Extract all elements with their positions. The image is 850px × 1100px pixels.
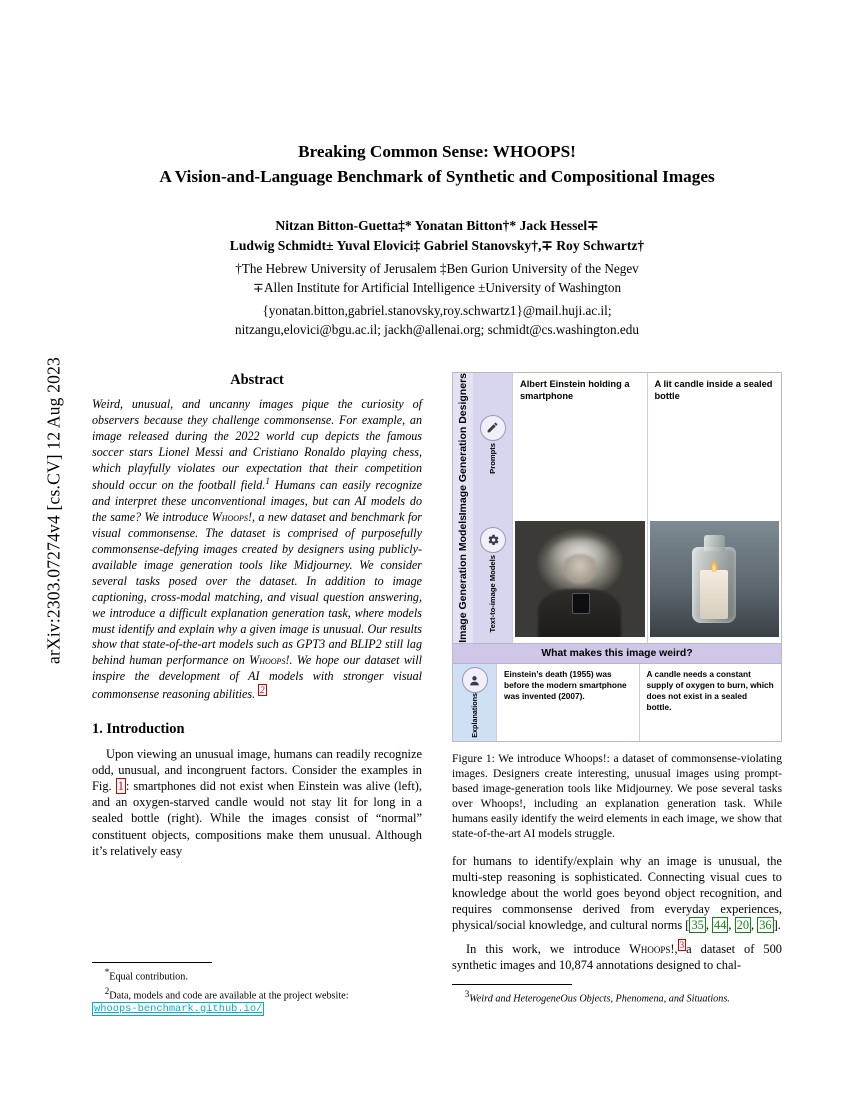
whoops-name-2: Whoops — [249, 653, 286, 668]
paper-page — [92, 0, 782, 1100]
abstract-footnote-2: 2 — [260, 685, 265, 696]
footnote-acronym-h: Heterogene — [513, 993, 561, 1005]
einstein-face — [563, 554, 597, 584]
title-block — [92, 0, 782, 190]
arxiv-stamp: arXiv:2303.07274v4 [cs.CV] 12 Aug 2023 — [43, 356, 64, 665]
two-column-body — [92, 372, 782, 1100]
prompts-rail-label: Prompts — [488, 442, 497, 474]
footnote-acronym-w: Weird — [469, 993, 493, 1005]
prompts-icon-cell — [473, 373, 513, 515]
author-row-1: Nitzan Bitton-Guetta‡* Yonatan Bitton†* Jack Hessel∓ — [275, 217, 599, 233]
affiliation-line-2: ∓Allen Institute for Artificial Intelligence ±University of Washington — [252, 279, 622, 295]
intro-paragraph-2 — [452, 940, 782, 973]
citation-44[interactable]: 44 — [714, 918, 727, 933]
footnote-data-availability — [92, 986, 422, 1016]
project-website-link[interactable]: whoops-benchmark.github.io/ — [94, 1003, 263, 1015]
prompt-right: A lit candle inside a sealed bottle — [654, 379, 773, 401]
figure-caption-text: We introduce Whoops!: a dataset of commonsense-violating images. Designers create interesting, unusual images using prompt-based image-generation tools like Midjourney. We pose several tasks over Whoops!, including an explanation generation task. While humans easily identify the weird elements in each image, we show that state-of-the-art AI models struggle. — [452, 751, 782, 841]
affiliations — [92, 259, 782, 297]
footnote-acronym-rest: us Objects, Phenomena, and Situations. — [567, 993, 730, 1005]
rail-designers-label: Image Generation Designers — [457, 373, 469, 516]
left-footnotes — [92, 962, 422, 1018]
email-line-2: nitzangu,elovici@bgu.ac.il; jackh@allenai.org; schmidt@cs.washington.edu — [235, 322, 639, 338]
footnote-text-2: Data, models and code are available at the project website: — [109, 990, 349, 1002]
abstract-part-2: Humans can easily recognize and interpret these unconventional images, but can AI models do the same? We introduce — [92, 478, 422, 525]
footnote-marker-2: 2 — [104, 985, 110, 996]
figure-caption — [452, 751, 782, 841]
intro-part-b: : smartphones did not exist when Einstein was alive (left), and an oxygen-starved candle would not stay lit for long in a sealed bottle (right). While the images consist of “normal” constituent objects, compositions make them unusual. Although it’s relatively easy — [92, 779, 422, 858]
citation-35[interactable]: 35 — [691, 918, 704, 933]
explanations-icon-cell — [453, 664, 497, 741]
right-footnotes — [452, 984, 782, 1008]
footnote-text-1: Equal contribution. — [109, 971, 188, 983]
intro-p2-part-a: In this work, we introduce — [466, 941, 621, 956]
footnote-divider-right — [452, 984, 572, 985]
right-column — [452, 372, 782, 1100]
intro-p2-part-c: a dataset of 500 synthetic images and 10,874 annotations designed to chal- — [452, 941, 782, 972]
pencil-icon — [480, 415, 506, 441]
figure-frame — [452, 372, 782, 742]
left-column — [92, 372, 422, 1100]
explanation-right: A candle needs a constant supply of oxygen to burn, which does not exist in a sealed bottle. — [646, 669, 774, 712]
abstract-text — [92, 397, 422, 703]
figure-1 — [452, 372, 782, 841]
author-row-2: Ludwig Schmidt± Yuval Elovici‡ Gabriel Stanovsky†,∓ Roy Schwartz† — [229, 238, 645, 254]
intro-heading: 1. Introduction — [92, 720, 185, 737]
intro-part-c: for humans to identify/explain why an image is unusual, the multi-step reasoning is sophisticated. Connecting visual cues to knowledge about the world goes beyond object recognition, and requires commonsense derived from everyday experiences, physical/social knowledge, and cultural norms — [452, 853, 782, 933]
abstract-part-3: !, a new dataset and benchmark for visual commonsense. The dataset is comprised of purposefully commonsense-defying images created by designers using publicly-available image generation tools like Midjourney. We consider several tasks posed over the dataset. In addition to image captioning, cross-modal matching, and visual question answering, we introduce a difficult explanation generation task, where models must identify and explain why a given image is unusual. Our results show that state-of-the-art models such as GPT3 and BLIP2 still lag behind human performance on — [92, 510, 423, 668]
footnote-acronym — [452, 989, 782, 1006]
paper-title-line-2: A Vision-and-Language Benchmark of Synthetic and Compositional Images — [159, 166, 715, 186]
affiliation-line-1: †The Hebrew University of Jerusalem ‡Ben Gurion University of the Negev — [235, 260, 639, 276]
emails — [92, 301, 782, 339]
footnote-marker-star: * — [104, 966, 110, 977]
intro-paragraph-1-continued: for humans to identify/explain why an image is unusual, the multi-step reasoning is sophisticated. Connecting visual cues to knowledge about the world goes beyond object recognition, and requires commonsense derived from everyday experiences, physical/social knowledge, and cultural norms [ 35 , 44 , 20 , 36 ]. — [452, 853, 782, 933]
footnote-acronym-o: O — [560, 993, 568, 1005]
rail-image-generation-designers — [453, 373, 473, 515]
figure-1-reference[interactable]: 1 — [117, 779, 124, 794]
figure-prompts-row — [453, 373, 781, 515]
footnote-divider — [92, 962, 212, 963]
whoops-name-3: Whoops — [629, 941, 671, 956]
text-to-image-rail-label: Text-to-image Models — [488, 554, 497, 633]
abstract-footnote-1: 1 — [265, 476, 270, 487]
generated-image-right — [648, 515, 782, 643]
figure-banner: What makes this image weird? — [453, 643, 781, 664]
rail-designers-label-2: Image Generation Models — [457, 515, 469, 644]
explanations-rail-label: Explanations — [470, 693, 479, 738]
intro-p2-part-b: !, — [670, 941, 678, 956]
models-icon-cell — [473, 515, 513, 643]
footnote-marker-3: 3 — [464, 988, 470, 999]
prompt-left: Albert Einstein holding a smartphone — [513, 373, 648, 515]
footnote-acronym-and: and — [495, 993, 511, 1005]
intro-part-a: Upon viewing an unusual image, humans can readily recognize odd, unusual, and incongruent factors. Consider the examples in Fig. — [92, 746, 422, 794]
intro-paragraph-1 — [92, 746, 422, 859]
abstract-part-1: Weird, unusual, and uncanny images pique the curiosity of observers because they challenge commonsense. For example, an image released during the 2022 world cup depicts the famous soccer stars Lionel Messi and Cristiano Ronaldo playing chess, which playfully violates our expectation that their competition should occur on the football field. — [92, 397, 422, 493]
footnote-equal-contribution — [92, 967, 422, 984]
abstract-heading: Abstract — [230, 372, 284, 388]
gear-icon — [480, 527, 506, 553]
abstract-part-4: !. We hope our dataset will inspire the development of AI models with stronger visual commonsense reasoning abilities. — [92, 653, 422, 702]
generated-image-left — [513, 515, 648, 643]
citation-36[interactable]: 36 — [759, 918, 772, 933]
einstein-photo — [515, 521, 645, 637]
person-icon — [462, 667, 488, 693]
intro-footnote-3: 3 — [679, 939, 685, 950]
paper-title-line-1: Breaking Common Sense: WHOOPS! — [298, 142, 576, 161]
candle-wax — [700, 570, 728, 619]
figure-images-row — [453, 515, 781, 643]
figure-caption-label: Figure 1: — [452, 751, 495, 765]
bottle-neck — [704, 535, 725, 551]
rail-image-generation-designers-2 — [453, 515, 473, 643]
candle-bottle-photo — [650, 521, 780, 637]
citation-20[interactable]: 20 — [736, 918, 750, 933]
figure-explanations-row — [453, 664, 781, 741]
explanation-left: Einstein’s death (1955) was before the modern smartphone was invented (2007). — [497, 664, 640, 741]
author-list — [92, 216, 782, 339]
whoops-name-1: Whoops — [211, 510, 248, 525]
smartphone-object — [572, 593, 590, 614]
email-line-1: {yonatan.bitton,gabriel.stanovsky,roy.schwartz1}@mail.huji.ac.il; — [262, 302, 612, 318]
